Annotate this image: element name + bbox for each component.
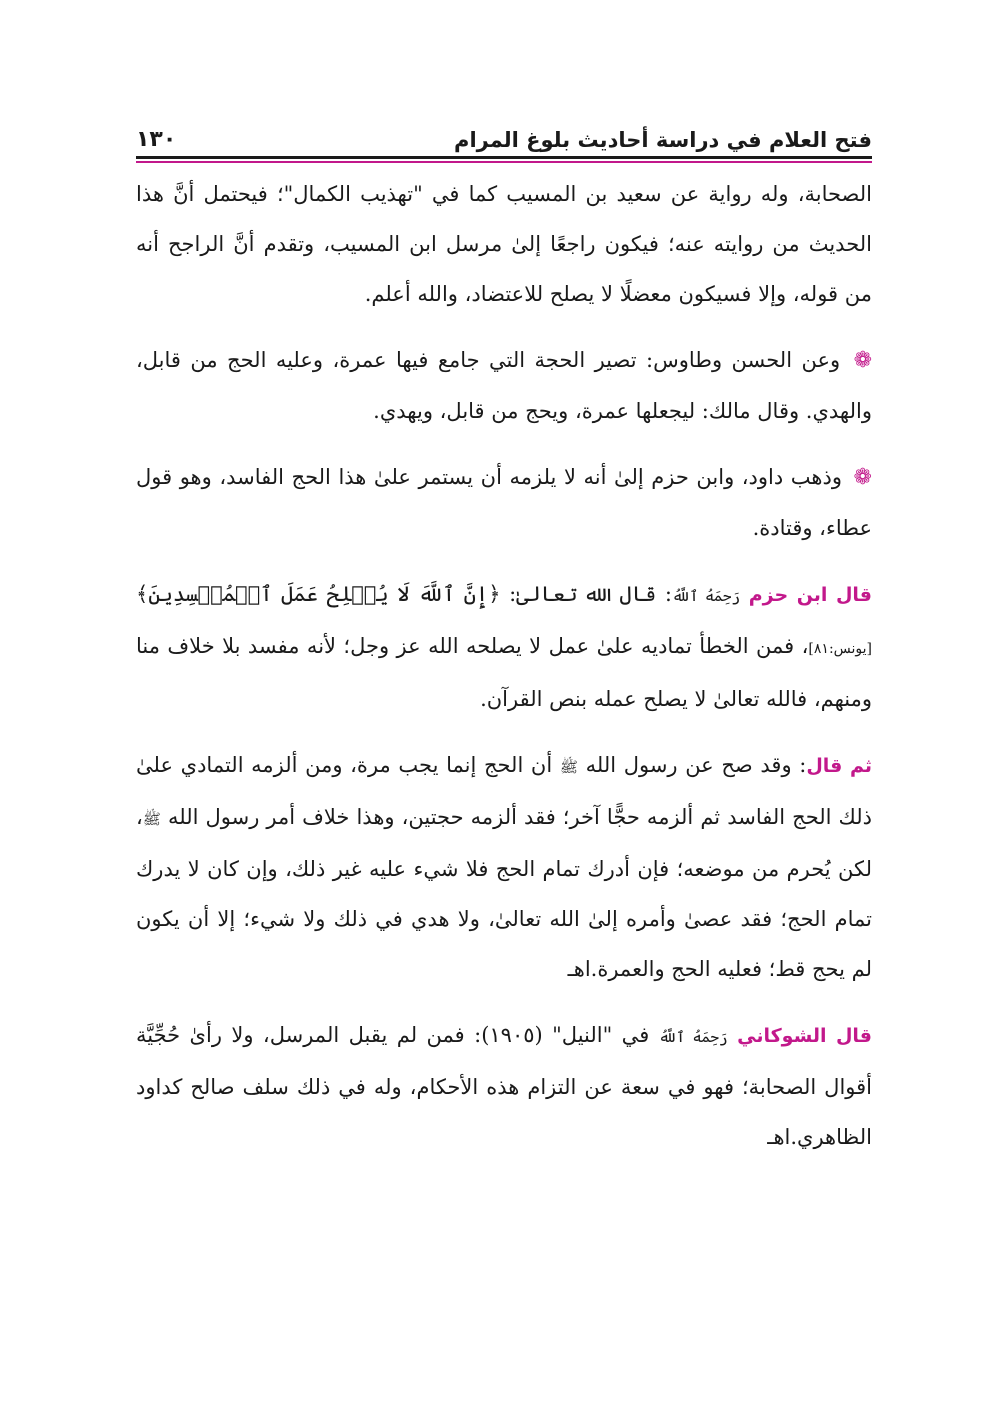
paragraph-continuation — [136, 169, 872, 319]
honorific-glyph: رَحِمَهُ ٱللَّهُ — [671, 587, 741, 605]
paragraph-hasan-tawus — [136, 335, 872, 436]
paragraph-text: أن الحج إنما يجب مرة، ومن ألزمه التمادي علىٰ ذلك الحج الفاسد ثم ألزمه حجًّا آخر؛ فقد ألزمه حجتين، وهذا خلاف أمر رسول الله — [136, 753, 873, 829]
paragraph-text: ، لكن يُحرم من موضعه؛ فإن أدرك تمام الحج فلا شيء عليه غير ذلك، وإن كان لا يدرك تمام الحج؛ فقد عصىٰ وأمره إلىٰ الله تعالىٰ، ولا هدي في ذلك ولا شيء؛ إلا أن يكون لم يحج قط؛ فعليه الحج والعمرة.اهـ — [136, 805, 872, 981]
flower-ornament-icon: ❁ — [853, 348, 872, 373]
speaker-label: قال الشوكاني — [737, 1025, 872, 1047]
honorific-glyph: رَحِمَهُ ٱللَّهُ — [658, 1028, 728, 1046]
paragraph-shawkani — [136, 1010, 872, 1162]
paragraph-text: في "النيل" (١٩٠٥): فمن لم يقبل المرسل، ولا رأىٰ حُجِّيَّة أقوال الصحابة؛ فهو في سعة عن التزام هذه الأحكام، وله في ذلك سلف صالح كداود الظاهري.اهـ — [136, 1023, 872, 1149]
verse-reference: [يونس:٨١] — [808, 641, 872, 657]
page-number: ١٣٠ — [136, 127, 177, 152]
flower-ornament-icon: ❁ — [853, 465, 872, 490]
paragraph-text: وعن الحسن وطاوس: تصير الحجة التي جامع فيها عمرة، وعليه الحج من قابل، والهدي. وقال مالك: ليجعلها عمرة، ويحج من قابل، ويهدي. — [136, 348, 872, 423]
book-page — [136, 110, 872, 1162]
paragraph-then-said — [136, 740, 872, 994]
page-header — [136, 110, 872, 152]
paragraph-text: ، فمن الخطأ تماديه علىٰ عمل لا يصلحه الله عز وجل؛ لأنه مفسد بلا خلاف منا ومنهم، فالله تعالىٰ لا يصلح عمله بنص القرآن. — [136, 634, 872, 711]
header-rule-accent — [136, 161, 872, 163]
quran-verse: : قال الله تعالىٰ: ﴿إِنَّ ٱللَّهَ لَا يُصۡلِحُ عَمَلَ ٱلۡمُفۡسِدِينَ﴾ — [136, 582, 672, 606]
header-rule-thick — [136, 156, 872, 159]
paragraph-text: وذهب داود، وابن حزم إلىٰ أنه لا يلزمه أن يستمر علىٰ هذا الحج الفاسد، وهو قول عطاء، وقتادة. — [136, 465, 872, 540]
speaker-label: ثم قال — [806, 755, 872, 777]
paragraph-dawud-ibn-hazm — [136, 452, 872, 553]
paragraph-text: : وقد صح عن رسول الله — [585, 753, 807, 777]
book-title: فتح العلام في دراسة أحاديث بلوغ المرام — [454, 128, 872, 152]
salutation-glyph: ﷺ — [142, 810, 161, 828]
salutation-glyph: ﷺ — [559, 758, 578, 776]
paragraph-text: الصحابة، وله رواية عن سعيد بن المسيب كما في "تهذيب الكمال"؛ فيحتمل أنَّ هذا الحديث من روايته عنه؛ فيكون راجعًا إلىٰ مرسل ابن المسيب، وتقدم أنَّ الراجح أنه من قوله، وإلا فسيكون معضلًا لا يصلح للاعتضاد، والله أعلم. — [136, 182, 872, 306]
paragraph-ibn-hazm-quote — [136, 569, 872, 724]
speaker-label: قال ابن حزم — [748, 584, 873, 606]
